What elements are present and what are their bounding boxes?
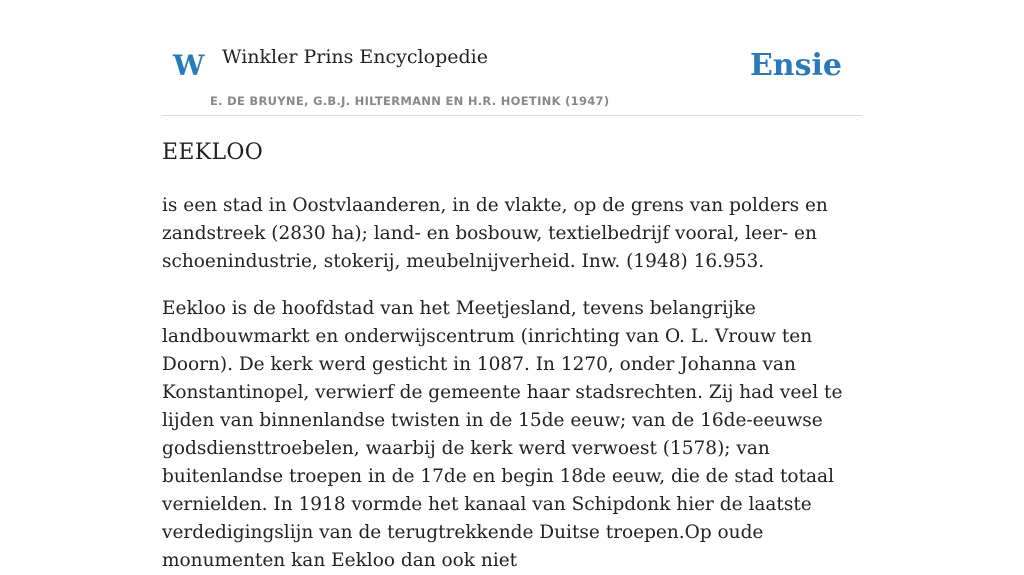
article-headword: EEKLOO xyxy=(162,140,264,165)
page-container xyxy=(162,0,862,571)
encyclopedia-title[interactable]: Winkler Prins Encyclopedie xyxy=(222,46,488,68)
article-paragraph-1: is een stad in Oostvlaanderen, in de vlakte, op de grens van polders en zandstreek (2830 ha); land- en bosbouw, textielbedrijf vooral, leer- en schoenindustrie, stokerij, meubelnijverheid. Inw. (1948) 16.953. xyxy=(162,195,828,272)
header xyxy=(162,0,862,116)
wp-logo-icon[interactable]: W xyxy=(173,49,205,82)
ensie-logo[interactable]: Ensie xyxy=(749,48,842,83)
article-paragraph-2: Eekloo is de hoofdstad van het Meetjesland, tevens belangrijke landbouwmarkt en onderwijscentrum (inrichting van O. L. Vrouw ten Doorn). De kerk werd gesticht in 1087. In 1270, onder Johanna van Konstantinopel, verwierf de gemeente haar stadsrechten. Zij had veel te lijden van binnenlandse twisten in de 15de eeuw; van de 16de-eeuwse godsdiensttroebelen, waarbij de kerk werd verwoest (1578); van buitenlandse troepen in de 17de en begin 18de eeuw, die de stad totaal vernielden. In 1918 vormde het kanaal van Schipdonk hier de laatste verdedigingslijn van de terugtrekkende Duitse troepen.Op oude monumenten kan Eekloo dan ook niet xyxy=(162,298,843,571)
authors-line: E. DE BRUYNE, G.B.J. HILTERMANN EN H.R. HOETINK (1947) xyxy=(210,94,610,108)
